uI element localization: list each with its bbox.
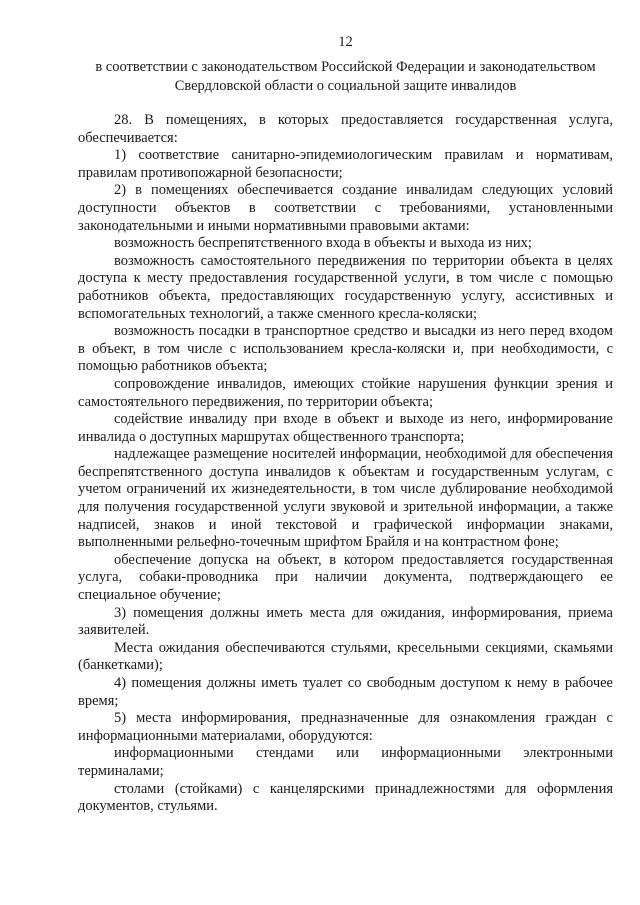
paragraph: столами (стойками) с канцелярскими принадлежностями для оформления документов, стульями. (78, 780, 613, 815)
document-page (78, 32, 613, 816)
paragraph: надлежащее размещение носителей информации, необходимой для обеспечения беспрепятственного доступа инвалидов к объектам и государственным услугам, с учетом ограничений их жизнедеятельности, в том числе дублирование необходимой для получения государственной услуги звуковой и зрительной информации, а также надписей, знаков и иной текстовой и графической информации знаками, выполненными рельефно-точечным шрифтом Брайля и на контрастном фоне; (78, 446, 613, 551)
paragraph: возможность посадки в транспортное средство и высадки из него перед входом в объект, в том числе с использованием кресла-коляски и, при необходимости, с помощью работников объекта; (78, 323, 613, 375)
paragraph: 4) помещения должны иметь туалет со свободным доступом к нему в рабочее время; (78, 675, 613, 709)
section-heading-continuation: в соответствии с законодательством Российской Федерации и законодательством Свердловской области о социальной защите инвалидов (95, 59, 596, 94)
paragraph: обеспечение допуска на объект, в котором предоставляется государственная услуга, собаки-проводника при наличии документа, подтверждающего ее специальное обучение; (78, 551, 613, 604)
paragraph: 2) в помещениях обеспечивается создание инвалидам следующих условий доступности объектов в соответствии с требованиями, установленными законодательными и иными нормативными правовыми актами: (78, 182, 613, 234)
paragraph: информационными стендами или информационными электронными терминалами; (78, 745, 613, 779)
paragraph: 28. В помещениях, в которых предоставляется государственная услуга, обеспечивается: (78, 112, 613, 146)
paragraph: 3) помещения должны иметь места для ожидания, информирования, приема заявителей. (78, 604, 613, 639)
paragraph: содействие инвалиду при входе в объект и выходе из него, информирование инвалида о доступных маршрутах общественного транспорта; (78, 411, 613, 445)
paragraph: Места ожидания обеспечиваются стульями, кресельными секциями, скамьями (банкетками); (78, 639, 613, 674)
paragraph: возможность беспрепятственного входа в объекты и выхода из них; (114, 235, 532, 252)
paragraph: сопровождение инвалидов, имеющих стойкие нарушения функции зрения и самостоятельного передвижения, по территории объекта; (78, 375, 613, 410)
paragraph: возможность самостоятельного передвижения по территории объекта в целях доступа к месту предоставления государственной услуги, в том числе с помощью работников объекта, предоставляющих государственную услугу, ассистивных и вспомогательных технологий, а также сменного кресла-коляски; (78, 252, 613, 322)
paragraph: 1) соответствие санитарно-эпидемиологическим правилам и нормативам, правилам противопожарной безопасности; (78, 147, 613, 181)
paragraph: 5) места информирования, предназначенные для ознакомления граждан с информационными материалами, оборудуются: (78, 710, 613, 744)
page-number: 12 (338, 34, 353, 50)
